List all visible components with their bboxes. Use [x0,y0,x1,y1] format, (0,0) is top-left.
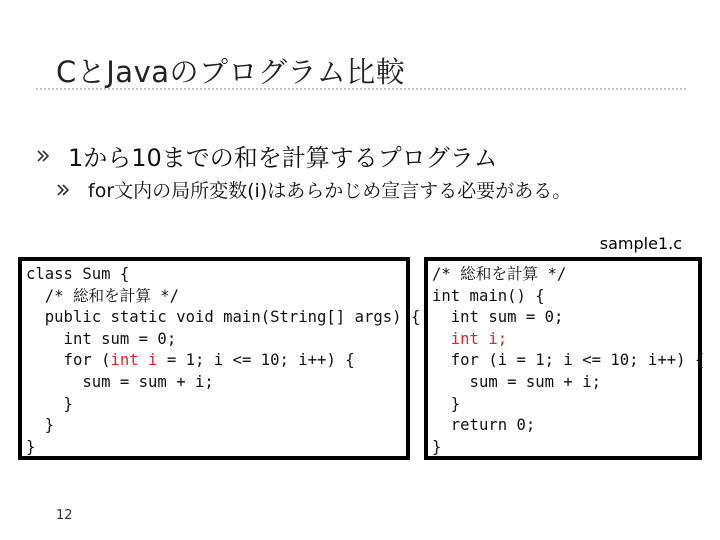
code-line [432,437,698,459]
code-text: sum = sum + i; [432,372,601,391]
code-line [432,372,698,394]
code-text: } [26,437,36,456]
code-text: /* 総和を計算 */ [26,286,180,305]
code-line [26,329,406,351]
code-text: sum = sum + i; [26,372,214,391]
bullet-text: 1から10までの和を計算するプログラム [68,144,498,172]
code-line [432,307,698,329]
code-text: /* 総和を計算 */ [432,265,567,283]
java-code-box [18,257,421,460]
code-text: class Sum { [26,265,130,283]
code-text: } [26,416,55,435]
code-text [432,330,451,348]
c-code-box [424,257,705,460]
code-line [26,437,406,459]
code-line [432,329,698,351]
bullet-level-1 [36,138,498,173]
code-text: int main() { [432,286,545,305]
code-line [26,286,406,308]
code-text: for (i = 1; i <= 10; i++) { [432,351,705,370]
code-text: int sum = 0; [432,308,564,327]
code-line [432,350,705,372]
file-label: sample1.c [599,234,682,253]
code-line [26,394,406,416]
code-line [26,350,406,372]
slide-title: CとJavaのプログラム比較 [56,55,406,89]
highlighted-code: int i; [450,329,508,348]
code-line [432,394,698,416]
code-line [432,286,698,308]
code-text: } [26,394,73,413]
diamond-bullet-icon [36,149,50,163]
code-text: int sum = 0; [26,329,177,348]
code-text: = 1; i <= 10; i++) { [157,351,355,370]
code-line [432,264,698,286]
code-line [26,307,421,329]
code-text: for ( [26,351,111,370]
code-line [26,264,406,286]
code-text: return 0; [432,416,536,435]
page-number: 12 [56,508,73,523]
code-line [432,415,698,437]
title-divider [36,88,686,90]
highlighted-code: int i [110,351,158,370]
code-text: public static void main(String[] args) { [26,308,421,327]
bullet-level-2 [56,176,571,203]
code-line [26,415,406,437]
code-line [26,372,406,394]
code-text: } [432,437,442,456]
code-text: } [432,394,461,413]
bullet-text: for文内の局所変数(i)はあらかじめ宣言する必要がある。 [88,180,572,202]
diamond-bullet-icon [56,183,70,197]
